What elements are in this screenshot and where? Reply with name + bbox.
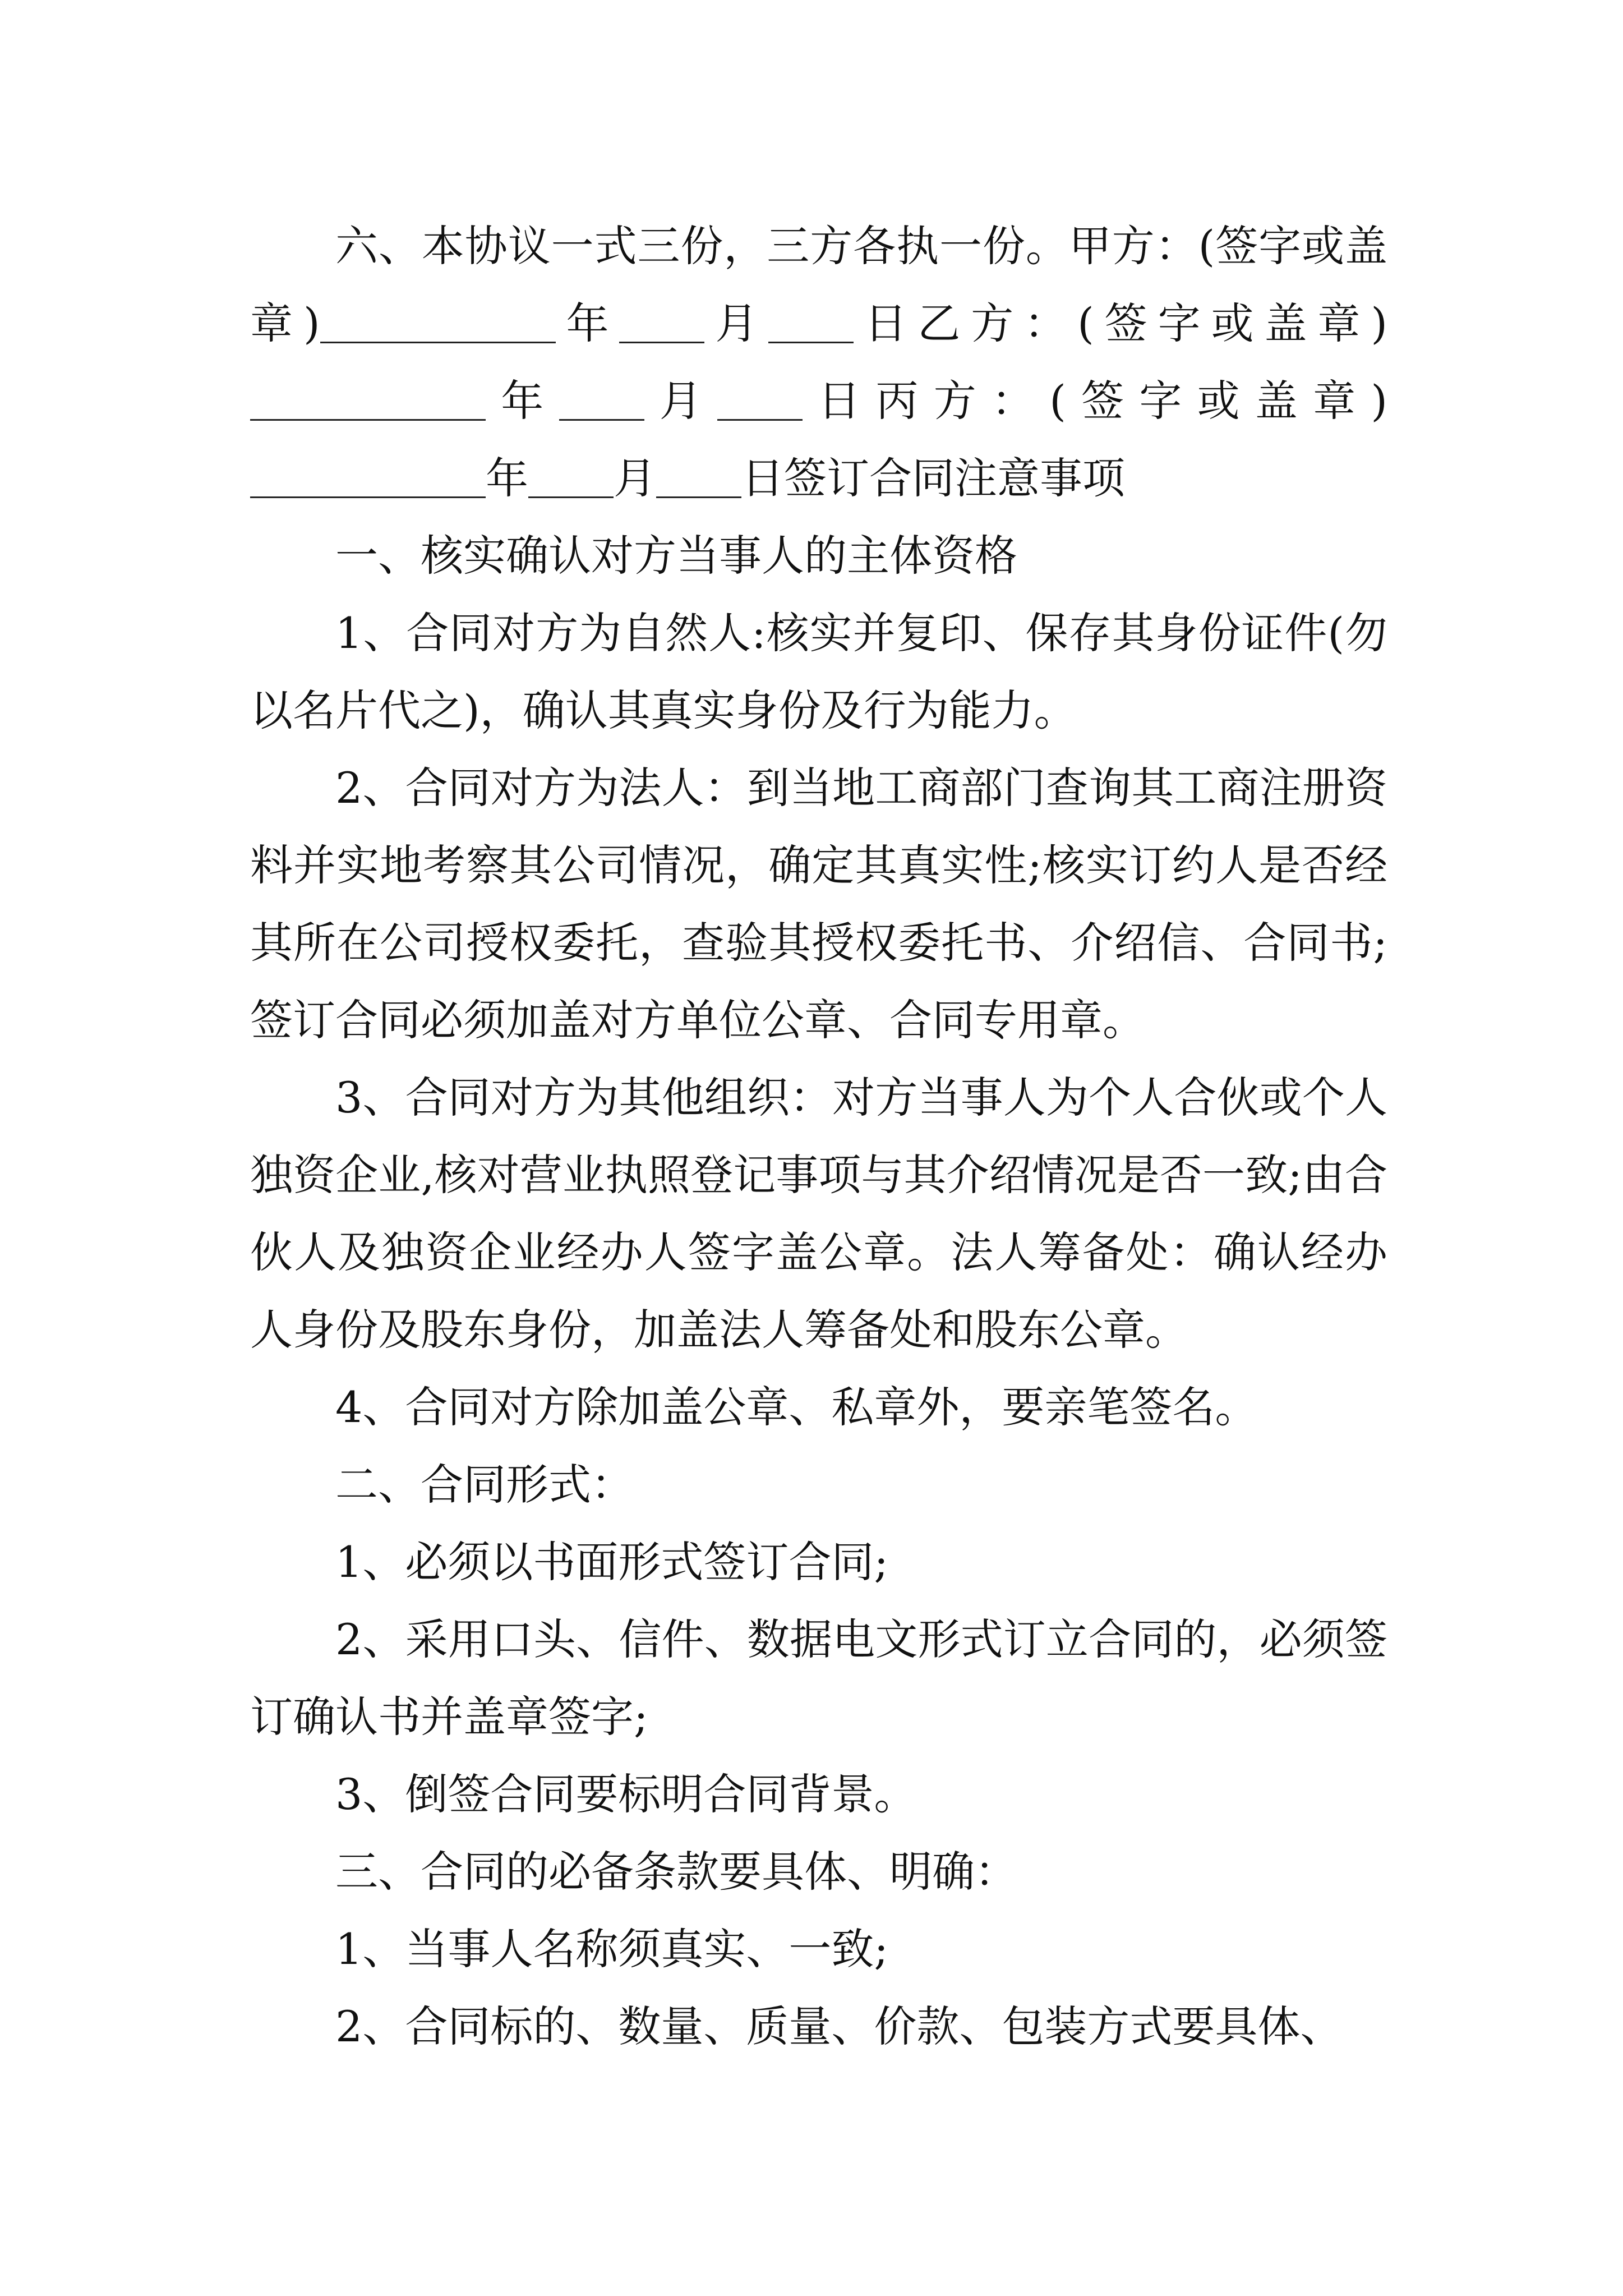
party-b-day-and-c: 日丙方：(签字或盖章) bbox=[803, 376, 1388, 426]
signature-lead: 六、本协议一式三份，三方各执一份。甲方：(签字或盖章) bbox=[250, 221, 1387, 348]
party-c-month: 月 bbox=[614, 453, 656, 503]
day-blank bbox=[656, 456, 741, 498]
signature-blank-party-b bbox=[250, 379, 486, 421]
party-a-year: 年 bbox=[555, 298, 620, 348]
party-a-month: 月 bbox=[704, 298, 769, 348]
paragraph-written-form: 1、必须以书面形式签订合同; bbox=[335, 1537, 888, 1587]
party-b-year: 年 bbox=[486, 376, 559, 426]
party-c-year: 年 bbox=[486, 453, 528, 503]
section-heading-3: 三、合同的必备条款要具体、明确： bbox=[335, 1847, 1017, 1897]
party-b-month: 月 bbox=[644, 376, 717, 426]
day-blank bbox=[768, 301, 854, 343]
paragraph-party-name: 1、当事人名称须真实、一致; bbox=[335, 1924, 888, 1974]
party-a-day-and-b: 日乙方：(签字或盖章) bbox=[854, 298, 1388, 348]
paragraph-subject-matter: 2、合同标的、数量、质量、价款、包装方式要具体、 bbox=[335, 2001, 1343, 2051]
document-body bbox=[250, 208, 1387, 2065]
signature-paragraph bbox=[250, 208, 1387, 517]
section-heading-2: 二、合同形式： bbox=[335, 1460, 634, 1510]
paragraph-confirmation: 2、采用口头、信件、数据电文形式订立合同的，必须签订确认书并盖章签字; bbox=[250, 1614, 1387, 1742]
day-blank bbox=[717, 379, 803, 421]
party-c-day-and-title: 日签订合同注意事项 bbox=[741, 453, 1125, 503]
paragraph-other-organization: 3、合同对方为其他组织：对方当事人为个人合伙或个人独资企业,核对营业执照登记事项与其介绍情况是否一致;由合伙人及独资企业经办人签字盖公章。法人筹备处：确认经办人身份及股东身份，加盖法人筹备处和股东公章。 bbox=[250, 1073, 1387, 1355]
paragraph-signature: 4、合同对方除加盖公章、私章外，要亲笔签名。 bbox=[335, 1382, 1258, 1432]
month-blank bbox=[559, 379, 644, 421]
section-heading-1: 一、核实确认对方当事人的主体资格 bbox=[335, 531, 1017, 581]
paragraph-backdated: 3、倒签合同要标明合同背景。 bbox=[335, 1769, 917, 1819]
month-blank bbox=[619, 301, 704, 343]
paragraph-legal-person: 2、合同对方为法人：到当地工商部门查询其工商注册资料并实地考察其公司情况，确定其真实性;核实订约人是否经其所在公司授权委托，查验其授权委托书、介绍信、合同书;签订合同必须加盖对方单位公章、合同专用章。 bbox=[250, 763, 1387, 1045]
signature-blank-party-c bbox=[250, 456, 486, 498]
paragraph-natural-person: 1、合同对方为自然人:核实并复印、保存其身份证件(勿以名片代之)，确认其真实身份及行为能力。 bbox=[250, 608, 1387, 735]
month-blank bbox=[528, 456, 614, 498]
signature-blank-party-a bbox=[320, 301, 556, 343]
